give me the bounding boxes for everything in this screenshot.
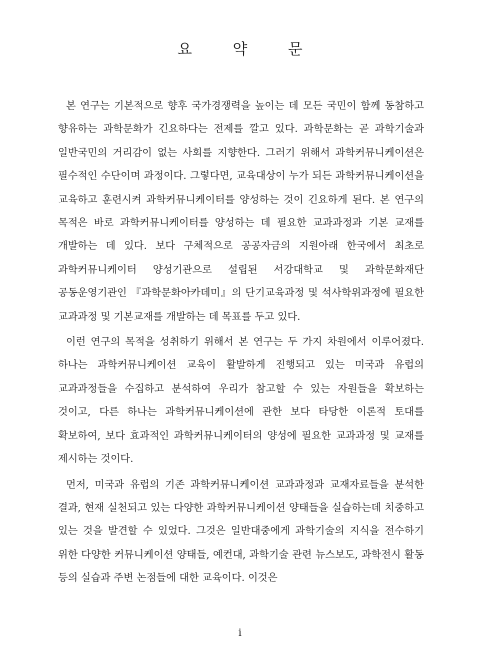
paragraph-2: 이런 연구의 목적을 성취하기 위해서 본 연구는 두 가지 차원에서 이루어졌다. 하나는 과학커뮤니케이션 교육이 활발하게 진행되고 있는 미국과 유럽의 교과과정들을 수집하고 분석하여 우리가 참고할 수 있는 자원들을 확보하는 것이고, 다른 하나는 과학커뮤니케이션에 관한 보다 타당한 이론적 토대를 확보하여, 보다 효과적인 과학커뮤니케이터의 양성에 필요한 교과과정 및 교재를 제시하는 것이다. <box>58 337 424 466</box>
paragraph-1: 본 연구는 기본적으로 향후 국가경쟁력을 높이는 데 모든 국민이 함께 동참하고 향유하는 과학문화가 긴요하다는 전제를 깔고 있다. 과학문화는 곧 과학기술과 일반국민의 거리감이 없는 사회를 지향한다. 그러기 위해서 과학커뮤니케이션은 필수적인 수단이며 과정이다. 그렇다면, 교육대상이 누가 되든 과학커뮤니케이션을 교육하고 훈련시켜 과학커뮤니케이터를 양성하는 것이 긴요하게 된다. 본 연구의 목적은 바로 과학커뮤니케이터를 양성하는 데 필요한 교과과정과 기본 교재를 개발하는 데 있다. 보다 구체적으로 공공자금의 지원아래 한국에서 최초로 과학커뮤니케이터 양성기관으로 설립된 서강대학교 및 과학문화재단 공동운영기관인 『과학문화아카데미』의 단기교육과정 및 석사학위과정에 필요한 교과과정 및 기본교재를 개발하는 데 목표를 두고 있다. <box>58 101 424 323</box>
paragraph-3: 먼저, 미국과 유럽의 기존 과학커뮤니케이션 교과과정과 교재자료들을 분석한 결과, 현재 실천되고 있는 다양한 과학커뮤니케이션 양태들을 실습하는데 치중하고 있는 것을 발견할 수 있었다. 그것은 일반대중에게 과학기술의 지식을 전수하기 위한 다양한 커뮤니케이션 양태들, 예컨대, 과학기술 관련 뉴스보도, 과학전시 활동 등의 실습과 주변 논점들에 대한 교육이다. 이것은 <box>58 479 424 585</box>
document-title: 요 약 문 <box>177 40 321 58</box>
summary-body <box>58 95 424 593</box>
page-number: i <box>238 628 242 639</box>
